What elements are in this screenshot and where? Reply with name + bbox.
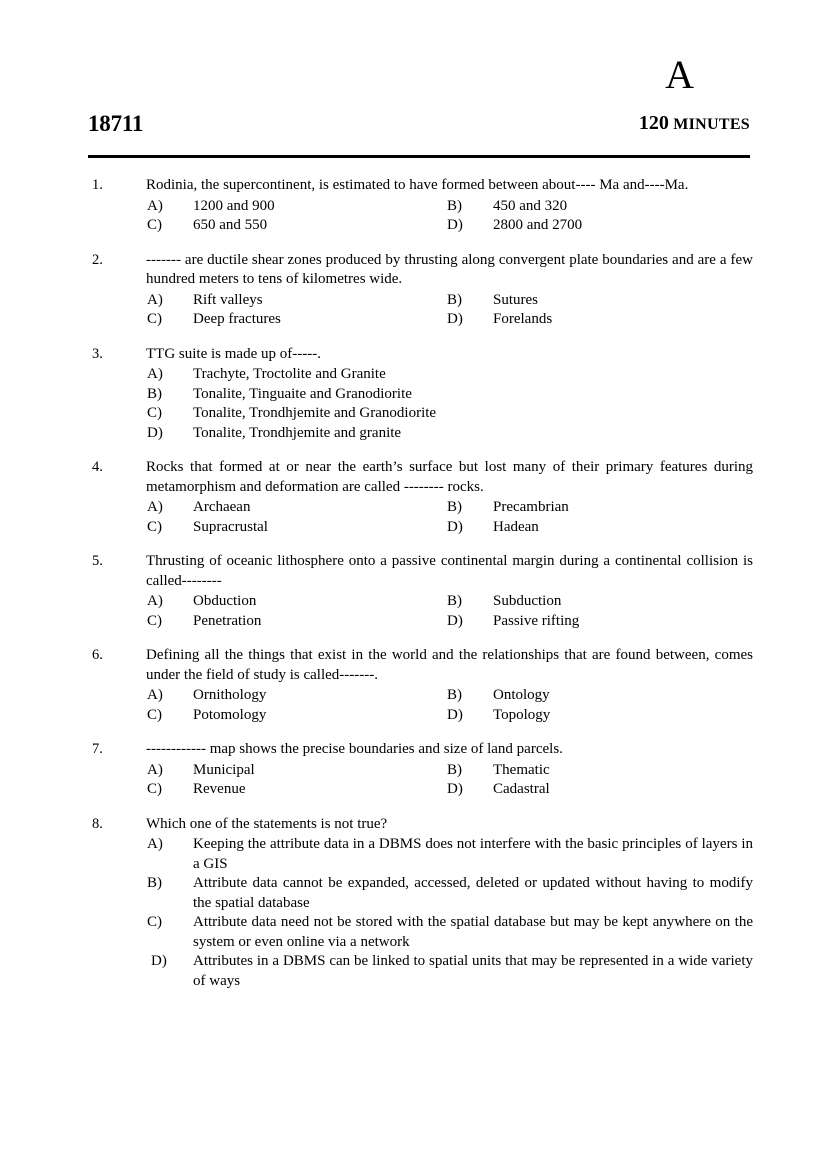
option-text: Supracrustal xyxy=(193,518,268,535)
option-row xyxy=(88,216,753,236)
option-row xyxy=(88,612,753,632)
option-label: B) xyxy=(447,761,462,778)
question-head xyxy=(88,345,753,365)
option-row xyxy=(88,310,753,330)
question-item xyxy=(88,740,753,800)
option-column-right xyxy=(388,498,748,518)
option-text: Passive rifting xyxy=(493,612,580,629)
question-stem: Thrusting of oceanic lithosphere onto a passive continental margin during a continental collision is called-------- xyxy=(146,553,753,589)
question-number: 8. xyxy=(92,815,103,832)
option-column-left xyxy=(88,761,388,781)
question-list xyxy=(88,176,753,1006)
option-text: Municipal xyxy=(193,761,255,778)
option-text: Topology xyxy=(493,706,551,723)
option-text: Ornithology xyxy=(193,687,267,703)
option-label: D) xyxy=(447,781,463,797)
option-b[interactable] xyxy=(388,291,748,311)
option-label: A) xyxy=(147,197,163,214)
option-column-right xyxy=(388,592,748,612)
option-row xyxy=(88,518,753,538)
option-text: Tonalite, Trondhjemite and Granodiorite xyxy=(193,405,437,421)
question-item xyxy=(88,552,753,631)
option-column-right xyxy=(388,310,748,330)
question-head xyxy=(88,251,753,290)
option-text: Potomology xyxy=(193,706,267,723)
option-label: C) xyxy=(147,405,162,421)
question-number: 4. xyxy=(92,459,103,475)
option-a[interactable] xyxy=(88,197,388,217)
question-stem: TTG suite is made up of-----. xyxy=(146,345,321,362)
option-row xyxy=(88,706,753,726)
option-text: Hadean xyxy=(493,518,539,535)
question-stem: ------------ map shows the precise boundaries and size of land parcels. xyxy=(146,741,563,757)
option-column-left xyxy=(88,686,388,706)
option-list xyxy=(88,365,753,443)
question-item xyxy=(88,345,753,444)
option-column-right xyxy=(388,612,748,632)
question-head xyxy=(88,552,753,591)
page-header xyxy=(88,52,750,140)
option-row xyxy=(88,592,753,612)
option-text: 450 and 320 xyxy=(493,197,568,214)
option-column-left xyxy=(88,197,388,217)
option-text: Thematic xyxy=(493,761,550,778)
option-a[interactable] xyxy=(88,686,388,706)
paper-set-row xyxy=(88,52,750,110)
option-label: D) xyxy=(147,424,163,441)
option-d[interactable] xyxy=(388,612,748,632)
option-column-left xyxy=(88,706,388,726)
option-d[interactable] xyxy=(388,310,748,330)
option-text: Tonalite, Trondhjemite and granite xyxy=(193,424,402,441)
option-column-left xyxy=(88,291,388,311)
option-column-right xyxy=(388,706,748,726)
option-c[interactable] xyxy=(88,780,388,800)
option-text: Attribute data cannot be expanded, accessed, deleted or updated without having to modify the spatial database xyxy=(193,875,753,911)
question-item xyxy=(88,251,753,330)
option-label: A) xyxy=(147,836,163,852)
option-list xyxy=(88,761,753,800)
duration-value: 120 xyxy=(638,112,669,134)
option-row xyxy=(88,761,753,781)
option-column-left xyxy=(88,612,388,632)
option-a[interactable] xyxy=(88,291,388,311)
option-column-right xyxy=(388,291,748,311)
question-head xyxy=(88,458,753,497)
exam-duration xyxy=(639,112,750,135)
question-item xyxy=(88,458,753,537)
option-row xyxy=(88,291,753,311)
question-head xyxy=(88,740,753,760)
option-column-left xyxy=(88,780,388,800)
option-column-right xyxy=(388,686,748,706)
option-label: B) xyxy=(447,291,462,308)
option-label: D) xyxy=(447,612,463,629)
option-row xyxy=(88,197,753,217)
option-label: A) xyxy=(147,761,163,778)
option-label: A) xyxy=(147,366,163,382)
question-stem: Rocks that formed at or near the earth’s surface but lost many of their primary features during metamorphism and deformation are called -------- rocks. xyxy=(146,459,753,495)
option-c[interactable] xyxy=(88,518,388,538)
option-column-right xyxy=(388,216,748,236)
question-stem: Which one of the statements is not true? xyxy=(146,815,388,832)
option-list xyxy=(88,592,753,631)
option-c[interactable] xyxy=(88,612,388,632)
option-a[interactable] xyxy=(88,498,388,518)
question-number: 1. xyxy=(92,177,103,193)
option-text: 650 and 550 xyxy=(193,217,268,233)
option-a[interactable] xyxy=(88,365,753,385)
option-list xyxy=(88,291,753,330)
question-head xyxy=(88,815,753,835)
option-label: B) xyxy=(147,385,162,402)
option-b[interactable] xyxy=(388,686,748,706)
option-label: B) xyxy=(447,499,462,515)
option-d[interactable] xyxy=(388,780,748,800)
option-list xyxy=(88,835,753,991)
option-list xyxy=(88,686,753,725)
option-label: C) xyxy=(147,706,162,723)
option-text: Archaean xyxy=(193,499,251,515)
option-label: B) xyxy=(147,875,162,891)
option-text: Forelands xyxy=(493,311,553,327)
header-divider xyxy=(88,155,750,158)
option-d[interactable] xyxy=(388,518,748,538)
option-row xyxy=(88,686,753,706)
option-text: Precambrian xyxy=(493,499,569,515)
option-label: D) xyxy=(447,706,463,723)
option-column-right xyxy=(388,780,748,800)
option-label: B) xyxy=(447,197,462,214)
option-label: B) xyxy=(447,593,462,609)
option-label: D) xyxy=(447,518,463,535)
question-number: 2. xyxy=(92,251,103,268)
option-label: A) xyxy=(147,687,163,703)
option-text: Sutures xyxy=(493,291,538,308)
option-c[interactable] xyxy=(88,913,753,952)
option-text: Keeping the attribute data in a DBMS does not interfere with the basic principles of layers in a GIS xyxy=(193,836,753,872)
question-head xyxy=(88,646,753,685)
option-d[interactable] xyxy=(388,706,748,726)
option-text: Penetration xyxy=(193,612,262,629)
paper-title-row xyxy=(88,110,750,140)
question-number: 5. xyxy=(92,553,103,569)
option-label: C) xyxy=(147,914,162,930)
question-stem: Defining all the things that exist in the world and the relationships that are found between, comes under the field of study is called-------. xyxy=(146,647,753,683)
question-stem: Rodinia, the supercontinent, is estimated to have formed between about---- Ma and----Ma. xyxy=(146,177,689,193)
option-b[interactable] xyxy=(388,761,748,781)
option-column-left xyxy=(88,498,388,518)
option-a[interactable] xyxy=(88,761,388,781)
option-text: Attributes in a DBMS can be linked to spatial units that may be represented in a wide variety of ways xyxy=(193,953,753,989)
question-item xyxy=(88,646,753,725)
question-number: 6. xyxy=(92,647,103,663)
option-d[interactable] xyxy=(88,424,753,444)
option-label: C) xyxy=(147,781,162,797)
option-row xyxy=(88,498,753,518)
option-b[interactable] xyxy=(388,592,748,612)
option-label: A) xyxy=(147,291,163,308)
option-column-right xyxy=(388,197,748,217)
option-column-left xyxy=(88,310,388,330)
option-label: A) xyxy=(147,499,163,515)
option-column-right xyxy=(388,761,748,781)
option-column-right xyxy=(388,518,748,538)
option-d[interactable] xyxy=(88,952,753,991)
option-label: C) xyxy=(147,612,162,629)
option-row xyxy=(88,780,753,800)
option-text: Deep fractures xyxy=(193,311,281,327)
option-column-left xyxy=(88,518,388,538)
option-b[interactable] xyxy=(88,874,753,913)
question-head xyxy=(88,176,753,196)
option-c[interactable] xyxy=(88,310,388,330)
option-text: 1200 and 900 xyxy=(193,197,275,214)
option-text: Ontology xyxy=(493,687,550,703)
question-item xyxy=(88,176,753,236)
option-label: C) xyxy=(147,217,162,233)
option-b[interactable] xyxy=(388,498,748,518)
option-c[interactable] xyxy=(88,404,753,424)
option-c[interactable] xyxy=(88,706,388,726)
option-text: Cadastral xyxy=(493,781,550,797)
question-stem: ------- are ductile shear zones produced by thrusting along convergent plate boundaries and are a few hundred meters to tens of kilometres wide. xyxy=(146,251,753,287)
option-text: Tonalite, Tinguaite and Granodiorite xyxy=(193,385,412,402)
option-text: Trachyte, Troctolite and Granite xyxy=(193,366,386,382)
duration-unit: MINUTES xyxy=(668,116,750,133)
option-label: A) xyxy=(147,593,163,609)
paper-set-letter: A xyxy=(665,52,694,97)
option-label: C) xyxy=(147,518,162,535)
option-text: Subduction xyxy=(493,593,562,609)
option-text: Attribute data need not be stored with the spatial database but may be kept anywhere on the system or even online via a network xyxy=(193,914,753,950)
option-b[interactable] xyxy=(388,197,748,217)
option-d[interactable] xyxy=(388,216,748,236)
option-label: D) xyxy=(447,217,463,233)
option-b[interactable] xyxy=(88,385,753,405)
option-column-left xyxy=(88,216,388,236)
question-item xyxy=(88,815,753,992)
option-label: D) xyxy=(151,953,167,969)
option-list xyxy=(88,197,753,236)
option-text: Revenue xyxy=(193,781,246,797)
option-label: B) xyxy=(447,687,462,703)
option-text: 2800 and 2700 xyxy=(493,217,583,233)
option-list xyxy=(88,498,753,537)
option-label: C) xyxy=(147,311,162,327)
option-column-left xyxy=(88,592,388,612)
option-text: Obduction xyxy=(193,593,257,609)
option-a[interactable] xyxy=(88,592,388,612)
option-text: Rift valleys xyxy=(193,291,263,308)
question-number: 7. xyxy=(92,741,103,757)
option-label: D) xyxy=(447,311,463,327)
option-a[interactable] xyxy=(88,835,753,874)
option-c[interactable] xyxy=(88,216,388,236)
paper-code: 18711 xyxy=(88,111,144,136)
question-number: 3. xyxy=(92,345,103,362)
